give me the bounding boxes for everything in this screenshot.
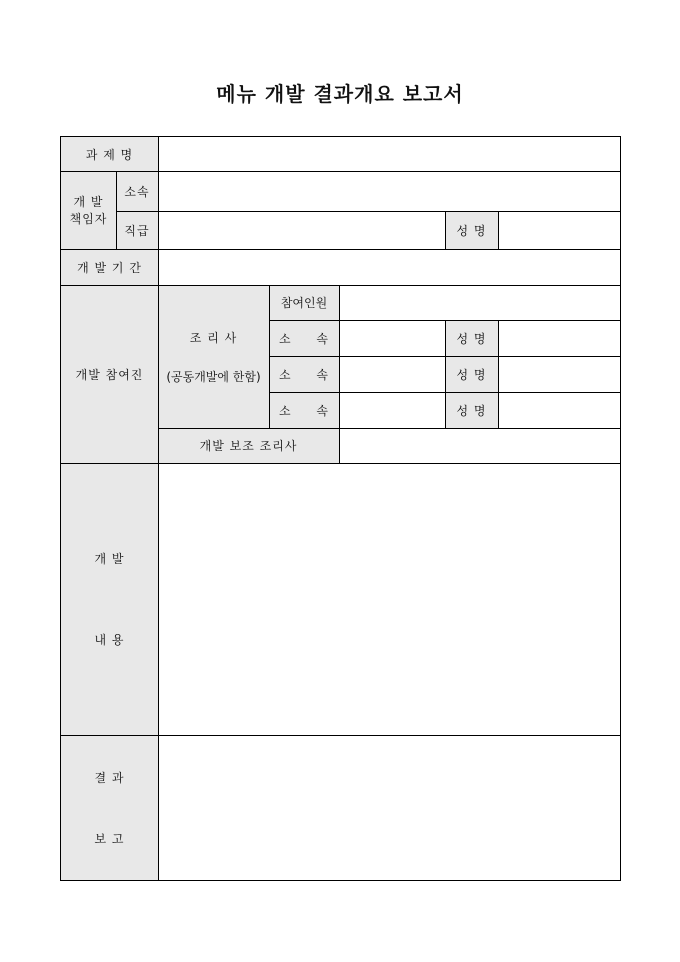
grid-line xyxy=(116,171,117,249)
joint-note-label: (공동개발에 한함) xyxy=(166,369,261,384)
project-name-label: 과 제 명 xyxy=(85,147,134,162)
grid-line xyxy=(60,249,621,250)
grid-line xyxy=(60,735,621,736)
name-label: 성 명 xyxy=(456,331,487,346)
grid-line xyxy=(60,171,621,172)
grid-line xyxy=(116,211,621,212)
members-label: 참여인원 xyxy=(280,296,328,310)
content-label-line2: 내 용 xyxy=(94,633,125,647)
grid-line xyxy=(339,285,340,463)
lead-label-line2: 책임자 xyxy=(69,212,108,226)
result-label-line2: 보 고 xyxy=(94,831,125,846)
sok-label: 속 xyxy=(316,367,329,382)
period-label: 개 발 기 간 xyxy=(77,260,142,275)
so-label: 소 xyxy=(279,331,292,346)
sok-label: 속 xyxy=(316,331,329,346)
position-label: 직급 xyxy=(124,223,150,238)
table-border xyxy=(60,136,621,881)
grid-line xyxy=(498,211,499,249)
chef-label: 조 리 사 xyxy=(189,330,238,345)
assistant-label: 개발 보조 조리사 xyxy=(199,439,298,453)
participants-label: 개발 참여진 xyxy=(75,367,144,382)
so-label: 소 xyxy=(279,367,292,382)
grid-line xyxy=(60,463,621,464)
content-label-line1: 개 발 xyxy=(94,552,125,566)
grid-line xyxy=(158,136,159,881)
affiliation-label: 소속 xyxy=(124,184,150,199)
so-label: 소 xyxy=(279,403,292,418)
grid-line xyxy=(445,320,446,428)
grid-line xyxy=(158,428,621,429)
sok-label: 속 xyxy=(316,403,329,418)
name-label: 성 명 xyxy=(456,403,487,418)
lead-label-line1: 개 발 xyxy=(73,195,104,209)
name-label: 성 명 xyxy=(456,367,487,382)
grid-line xyxy=(269,285,270,428)
page-title: 메뉴 개발 결과개요 보고서 xyxy=(216,82,464,106)
grid-line xyxy=(498,320,499,428)
grid-line xyxy=(60,285,621,286)
grid-line xyxy=(445,211,446,249)
result-label-line1: 결 과 xyxy=(94,770,125,785)
lead-name-label: 성 명 xyxy=(456,223,487,238)
